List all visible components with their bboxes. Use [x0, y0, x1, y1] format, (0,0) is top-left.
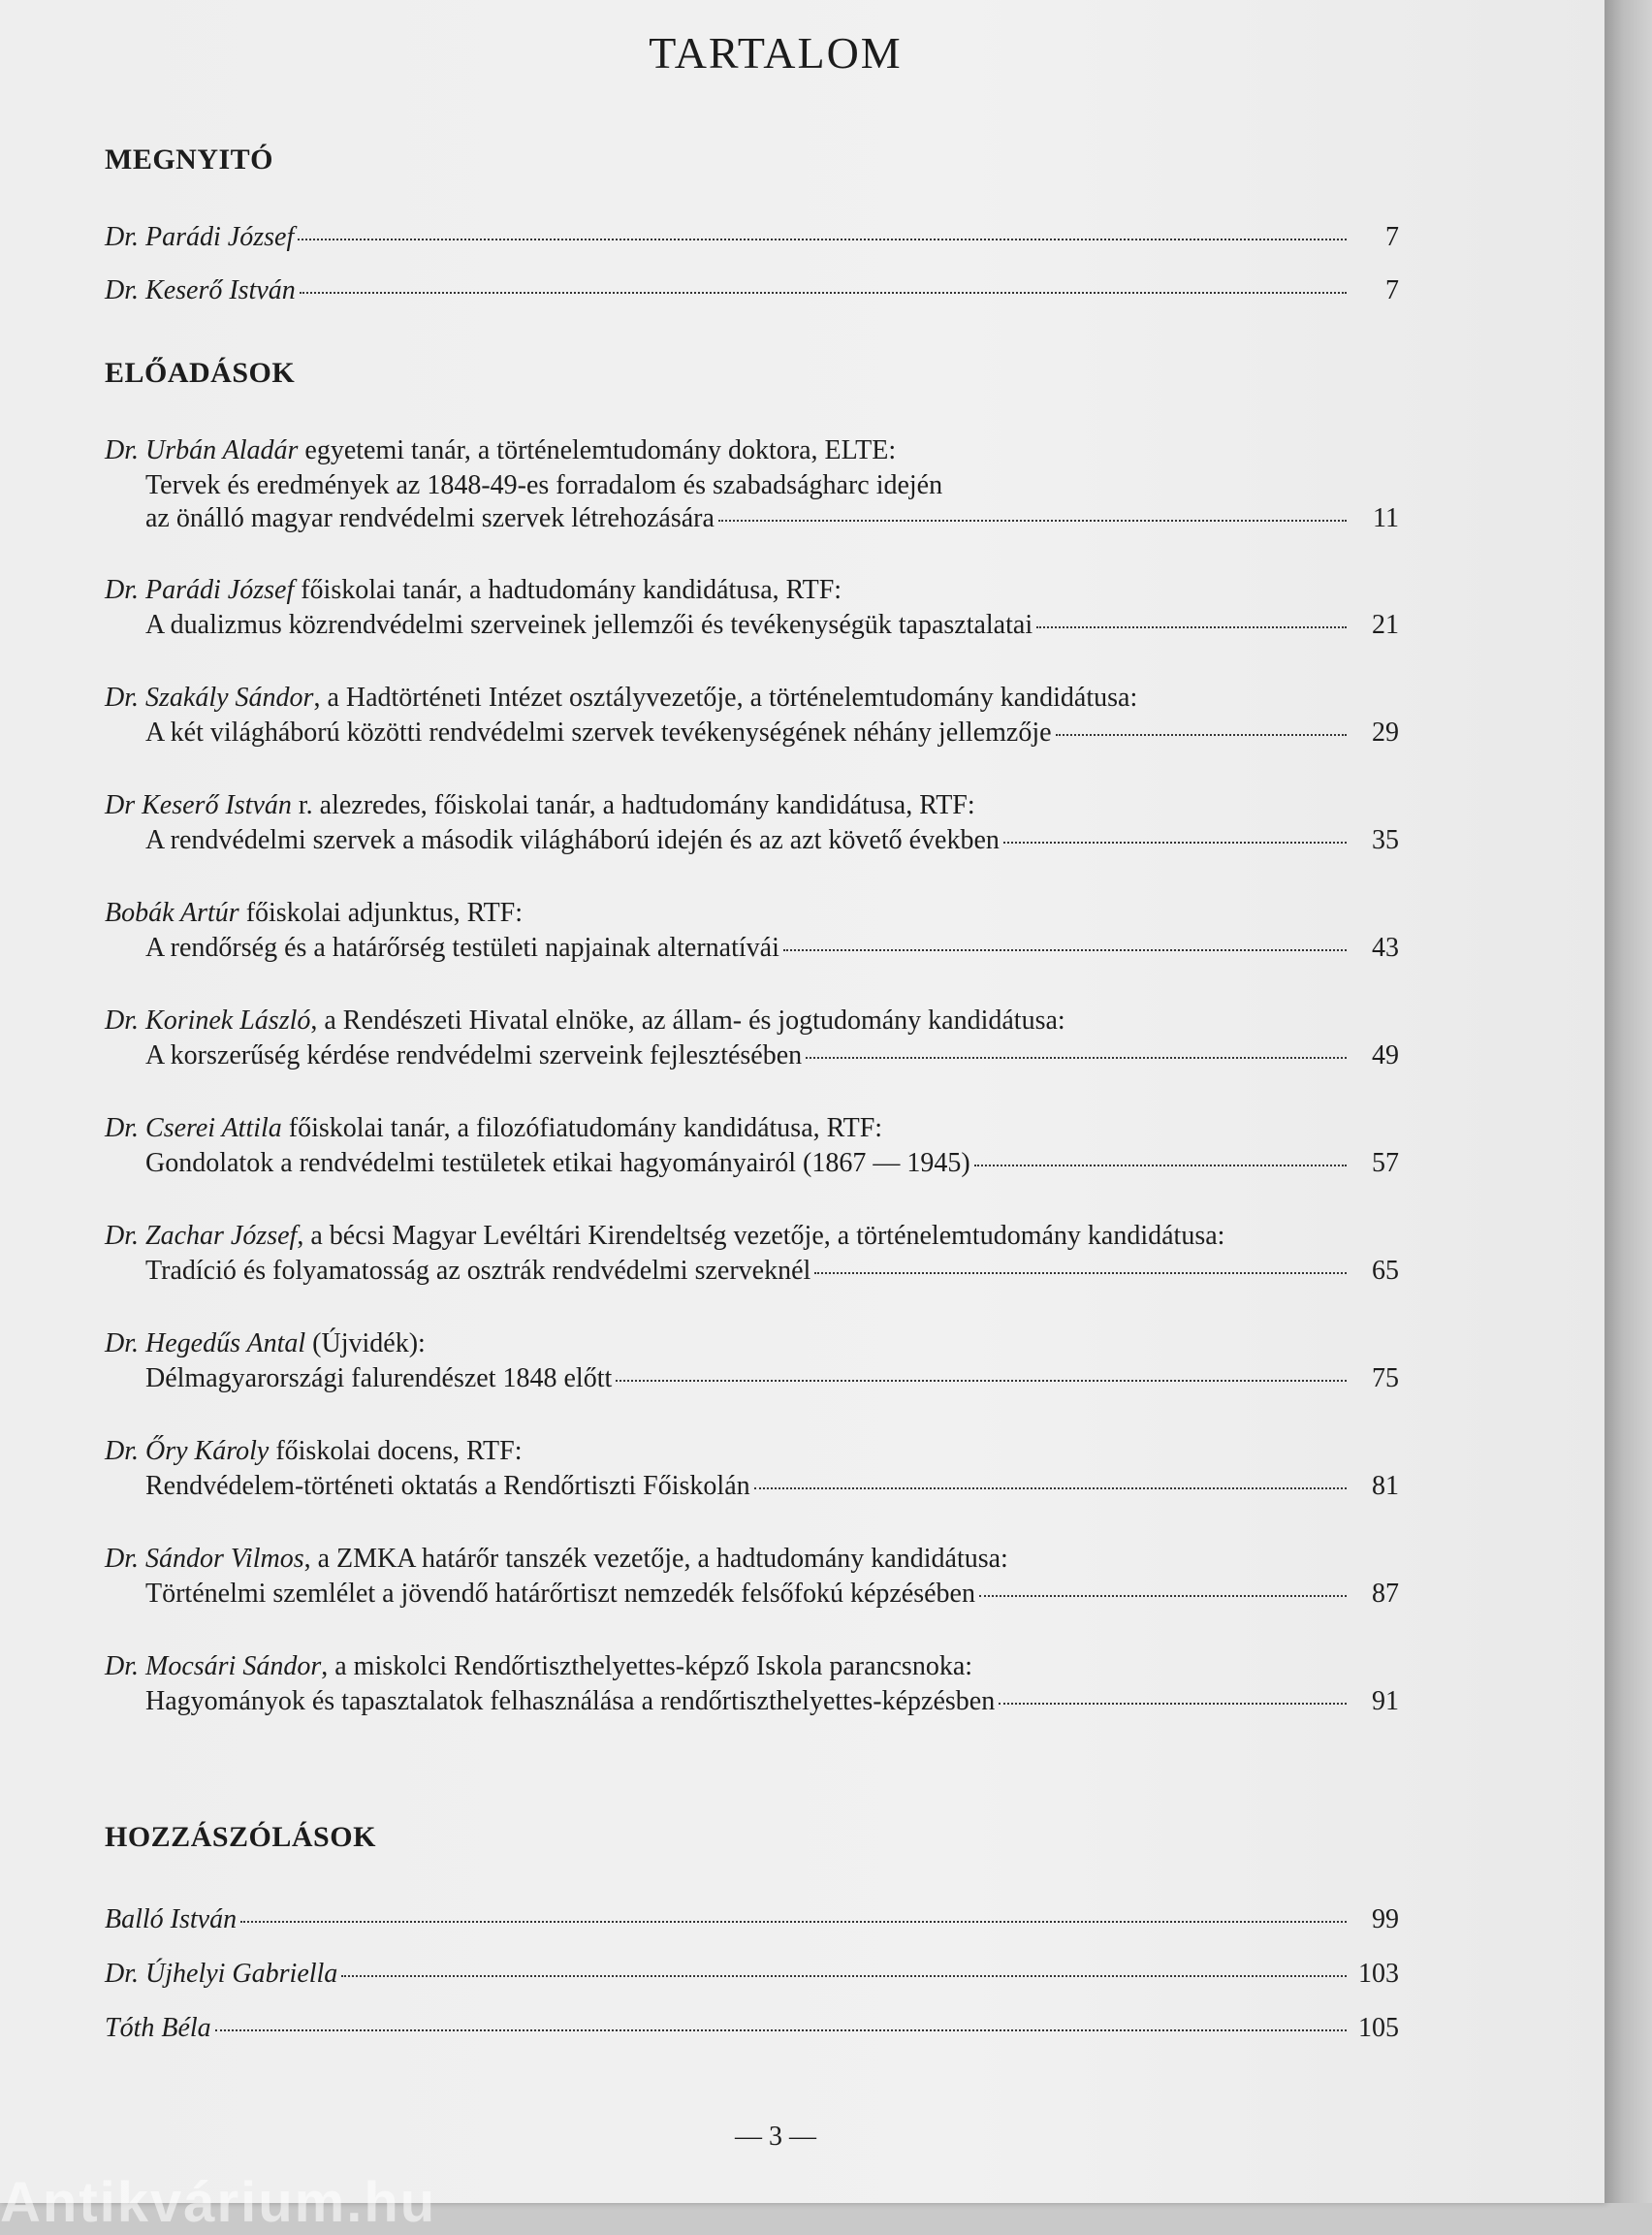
- toc-entry[interactable]: [105, 1903, 1399, 1936]
- entry-author: Dr. Mocsári Sándor: [105, 1651, 322, 1681]
- toc-entry[interactable]: [145, 1362, 1399, 1395]
- entry-title: A rendőrség és a határőrség testületi napjainak alternatívái: [145, 933, 779, 963]
- toc-entry[interactable]: [105, 221, 1399, 254]
- entry-title: az önálló magyar rendvédelmi szervek létrehozására: [145, 503, 715, 533]
- entry-author-line: [105, 1543, 1008, 1576]
- entry-affiliation: , a Hadtörténeti Intézet osztályvezetője, a történelemtudomány kandidátusa:: [313, 683, 1138, 713]
- entry-page: 57: [1372, 1148, 1399, 1178]
- entry-author: Dr. Parádi József: [105, 575, 295, 605]
- dot-leader: [1036, 626, 1347, 628]
- entry-author-line: [105, 434, 896, 467]
- entry-affiliation: , a bécsi Magyar Levéltári Kirendeltség vezetője, a történelemtudomány kandidátusa:: [297, 1221, 1225, 1251]
- entry-affiliation: főiskolai tanár, a filozófiatudomány kandidátusa, RTF:: [281, 1113, 883, 1143]
- dot-leader: [974, 1165, 1347, 1166]
- dot-leader: [754, 1487, 1347, 1489]
- page-title: TARTALOM: [649, 28, 903, 78]
- entry-affiliation: , a miskolci Rendőrtiszthelyettes-képző Iskola parancsnoka:: [321, 1651, 973, 1681]
- entry-title: Gondolatok a rendvédelmi testületek etikai hagyományairól (1867 — 1945): [145, 1148, 970, 1178]
- toc-entry[interactable]: [145, 717, 1399, 750]
- entry-author-line: [105, 789, 975, 822]
- entry-page: 105: [1358, 2013, 1399, 2043]
- entry-page: 7: [1385, 222, 1399, 252]
- toc-entry[interactable]: [145, 1255, 1399, 1288]
- toc-entry[interactable]: [145, 609, 1399, 642]
- entry-author: Dr. Hegedűs Antal: [105, 1328, 306, 1358]
- entry-author-line: [105, 1005, 1065, 1038]
- entry-page: 65: [1372, 1256, 1399, 1286]
- entry-page: 99: [1372, 1904, 1399, 1934]
- toc-entry[interactable]: [145, 1039, 1399, 1072]
- entry-title: Tradíció és folyamatosság az osztrák rendvédelmi szerveknél: [145, 1256, 811, 1286]
- section-heading-opening: MEGNYITÓ: [105, 144, 274, 176]
- entry-author: Dr. Sándor Vilmos: [105, 1544, 304, 1574]
- dot-leader: [215, 2029, 1347, 2031]
- entry-title: Történelmi szemlélet a jövendő határőrtiszt nemzedék felsőfokú képzésében: [145, 1579, 975, 1609]
- entry-title: A dualizmus közrendvédelmi szerveinek jellemzői és tevékenységük tapasztalatai: [145, 610, 1033, 640]
- entry-author: Dr. Korinek László: [105, 1006, 311, 1036]
- entry-author: Dr. Cserei Attila: [105, 1113, 282, 1143]
- entry-affiliation: (Újvidék):: [305, 1328, 426, 1358]
- entry-page: 103: [1358, 1959, 1399, 1989]
- dot-leader: [616, 1380, 1347, 1382]
- entry-author: Dr. Őry Károly: [105, 1436, 270, 1466]
- entry-page: 35: [1372, 825, 1399, 855]
- entry-page: 49: [1372, 1040, 1399, 1070]
- entry-page: 11: [1373, 503, 1399, 533]
- book-spine-edge: [1604, 0, 1652, 2203]
- entry-page: 21: [1372, 610, 1399, 640]
- dot-leader: [718, 520, 1347, 522]
- entry-affiliation: r. alezredes, főiskolai tanár, a hadtudomány kandidátusa, RTF:: [291, 790, 975, 820]
- dot-leader: [979, 1595, 1347, 1597]
- toc-entry[interactable]: [145, 824, 1399, 857]
- entry-author: Dr. Zachar József: [105, 1221, 298, 1251]
- toc-entry[interactable]: [145, 1147, 1399, 1180]
- entry-author: Balló István: [105, 1904, 238, 1934]
- entry-page: 81: [1372, 1471, 1399, 1501]
- dot-leader: [806, 1057, 1347, 1059]
- entry-title: A rendvédelmi szervek a második világháború idején és az azt követő években: [145, 825, 1000, 855]
- entry-author: Tóth Béla: [105, 2013, 211, 2043]
- entry-title: Tervek és eredmények az 1848-49-es forradalom és szabadságharc idején: [145, 470, 943, 500]
- entry-author: Bobák Artúr: [105, 898, 239, 928]
- entry-page: 87: [1372, 1579, 1399, 1609]
- entry-page: 91: [1372, 1686, 1399, 1716]
- entry-title: A korszerűség kérdése rendvédelmi szerveink fejlesztésében: [145, 1040, 803, 1070]
- section-heading-comments: HOZZÁSZÓLÁSOK: [105, 1821, 376, 1853]
- dot-leader: [298, 239, 1347, 240]
- toc-entry[interactable]: [145, 502, 1399, 535]
- entry-author-line: [105, 897, 523, 930]
- entry-author-line: [105, 1435, 523, 1468]
- dot-leader: [783, 949, 1347, 951]
- entry-author-line: [105, 1650, 972, 1683]
- entry-page: 7: [1385, 275, 1399, 305]
- entry-author-line: [105, 1112, 882, 1145]
- section-heading-lectures: ELŐADÁSOK: [105, 357, 296, 389]
- entry-author: Dr. Szakály Sándor: [105, 683, 314, 713]
- entry-affiliation: , a Rendészeti Hivatal elnöke, az állam- és jogtudomány kandidátusa:: [310, 1006, 1065, 1036]
- toc-entry[interactable]: [145, 1685, 1399, 1718]
- entry-author: Dr. Parádi József: [105, 222, 295, 252]
- entry-author: Dr Keserő István: [105, 790, 292, 820]
- toc-entry[interactable]: [145, 932, 1399, 965]
- dot-leader: [814, 1272, 1347, 1274]
- entry-author-line: [105, 682, 1137, 715]
- entry-affiliation: egyetemi tanár, a történelemtudomány doktora, ELTE:: [298, 435, 897, 465]
- entry-affiliation: főiskolai tanár, a hadtudomány kandidátusa, RTF:: [294, 575, 842, 605]
- toc-entry[interactable]: [105, 1958, 1399, 1991]
- watermark: Antikvárium.hu: [0, 2171, 437, 2234]
- dot-leader: [1003, 842, 1347, 844]
- entry-author: Dr. Újhelyi Gabriella: [105, 1959, 338, 1989]
- dot-leader: [1056, 734, 1347, 736]
- entry-author: Dr. Keserő István: [105, 275, 296, 305]
- dot-leader: [341, 1975, 1347, 1977]
- entry-title: Délmagyarországi falurendészet 1848 előtt: [145, 1363, 613, 1393]
- entry-author-line: [105, 1220, 1224, 1253]
- entry-page: 75: [1372, 1363, 1399, 1393]
- entry-title: Hagyományok és tapasztalatok felhasználása a rendőrtiszthelyettes-képzésben: [145, 1686, 996, 1716]
- dot-leader: [240, 1921, 1347, 1923]
- entry-page: 29: [1372, 718, 1399, 748]
- dot-leader: [300, 292, 1347, 294]
- page-number: — 3 —: [735, 2122, 816, 2152]
- entry-page: 43: [1372, 933, 1399, 963]
- dot-leader: [999, 1703, 1347, 1705]
- toc-entry[interactable]: [145, 1470, 1399, 1503]
- toc-entry[interactable]: [145, 1578, 1399, 1611]
- entry-author-line: [105, 1327, 426, 1360]
- entry-title: Rendvédelem-történeti oktatás a Rendőrtiszti Főiskolán: [145, 1471, 750, 1501]
- toc-entry[interactable]: [105, 2012, 1399, 2045]
- entry-author: Dr. Urbán Aladár: [105, 435, 299, 465]
- entry-affiliation: főiskolai docens, RTF:: [269, 1436, 523, 1466]
- entry-author-line: [105, 574, 842, 607]
- entry-affiliation: , a ZMKA határőr tanszék vezetője, a hadtudomány kandidátusa:: [303, 1544, 1008, 1574]
- toc-entry[interactable]: [105, 274, 1399, 307]
- entry-affiliation: főiskolai adjunktus, RTF:: [238, 898, 524, 928]
- entry-title: A két világháború közötti rendvédelmi szervek tevékenységének néhány jellemzője: [145, 718, 1052, 748]
